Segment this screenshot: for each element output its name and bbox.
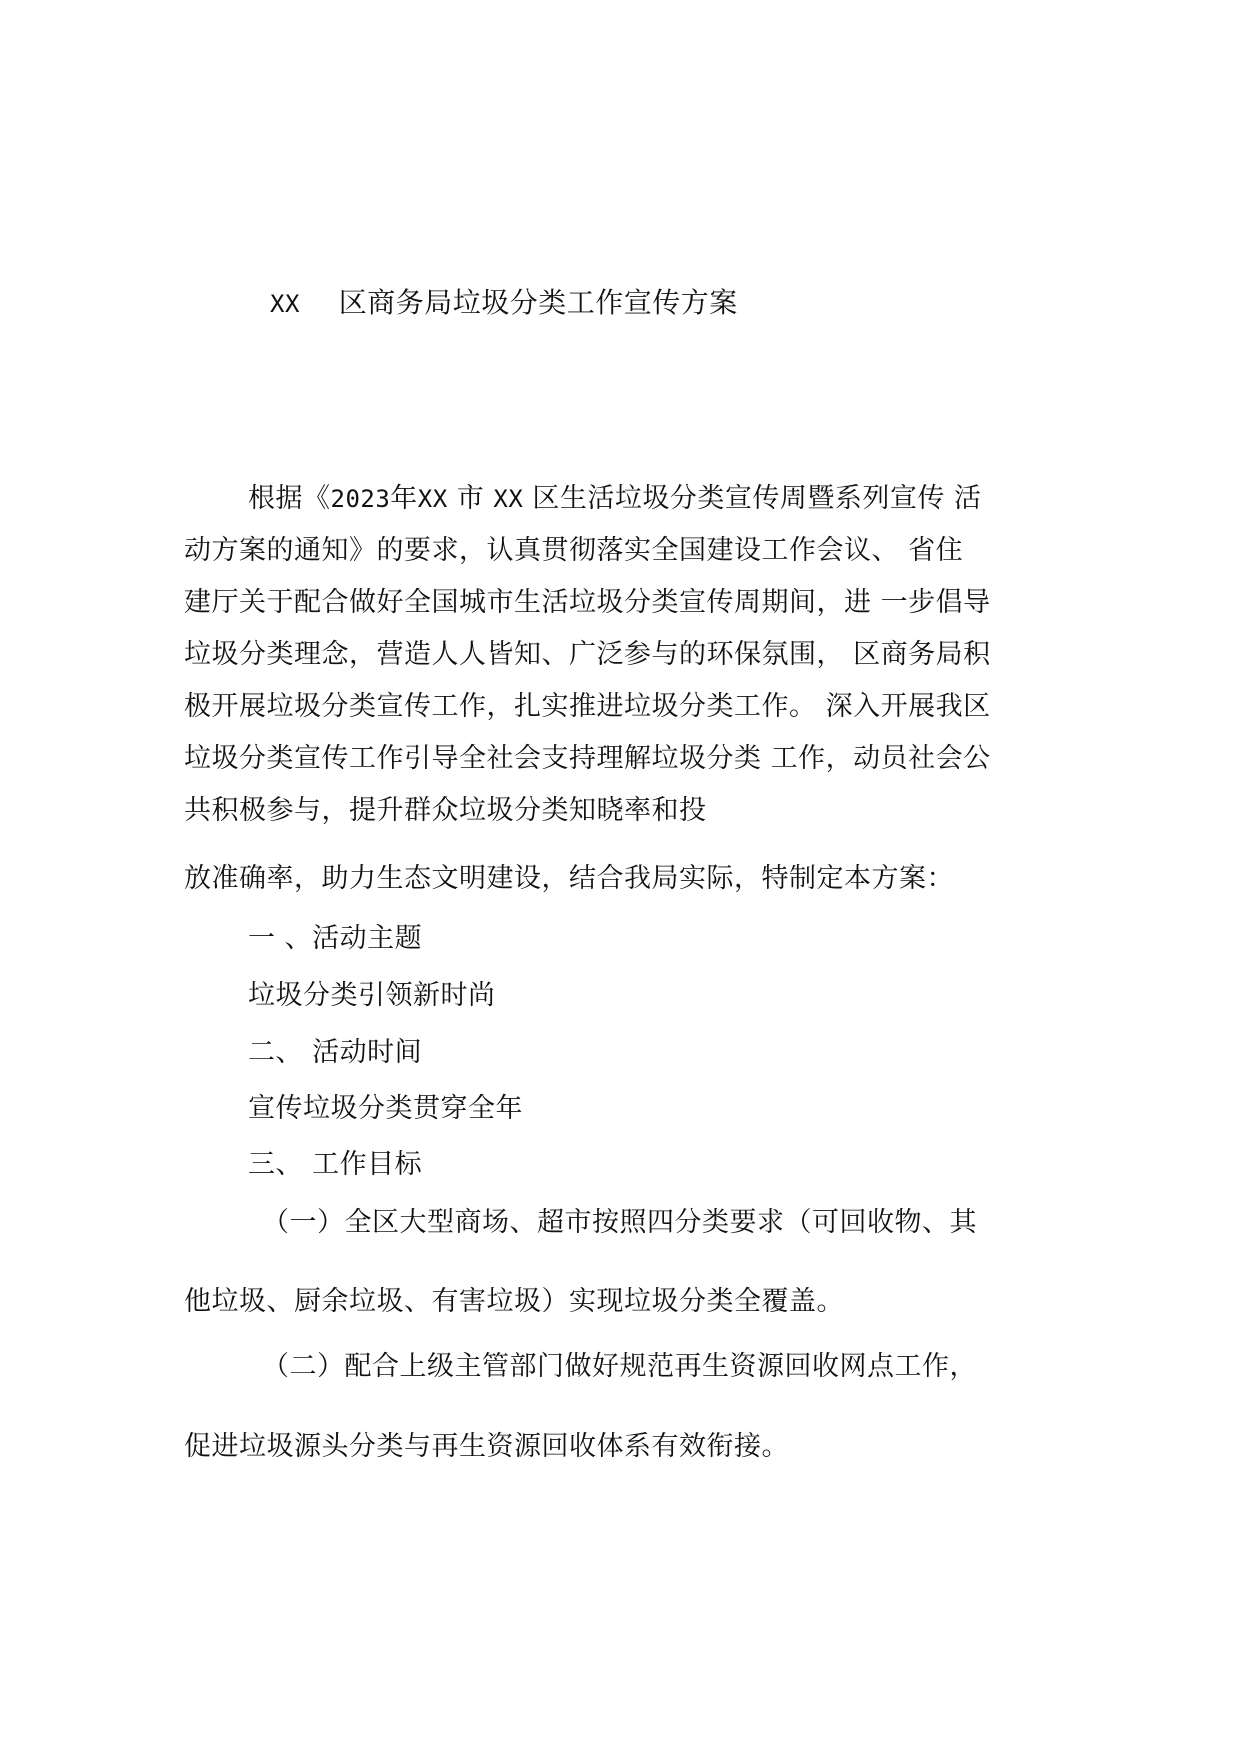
intro-line-5: 极开展垃圾分类宣传工作，扎实推进垃圾分类工作。 深入开展我区: [184, 691, 991, 722]
intro-line-6: 垃圾分类宣传工作引导全社会支持理解垃圾分类 工作，动员社会公: [184, 743, 991, 774]
goal-item-2-line-2: 促进垃圾源头分类与再生资源回收体系有效衔接。: [184, 1431, 789, 1462]
intro-line-2: 动方案的通知》的要求，认真贯彻落实全国建设工作会议、 省住: [184, 535, 964, 566]
intro-line-4: 垃圾分类理念，营造人人皆知、广泛参与的环保氛围， 区商务局积: [184, 639, 991, 670]
section-1-body: 垃圾分类引领新时尚: [248, 980, 496, 1011]
intro-text: 区生活垃圾分类宣传周暨系列宣传 活: [532, 483, 982, 514]
section-3-heading: 三、 工作目标: [248, 1149, 423, 1180]
title-text: 区商务局垃圾分类工作宣传方案: [338, 286, 738, 319]
goal-item-1-line-1: （一）全区大型商场、超市按照四分类要求（可回收物、其: [262, 1207, 977, 1238]
intro-year: 2023: [330, 485, 391, 513]
intro-city: XX: [417, 485, 448, 513]
intro-text: 市: [456, 483, 485, 514]
goal-item-1-line-2: 他垃圾、厨余垃圾、有害垃圾）实现垃圾分类全覆盖。: [184, 1286, 844, 1317]
section-1-heading: 一 、活动主题: [248, 923, 423, 954]
section-2-heading: 二、 活动时间: [248, 1037, 423, 1068]
intro-text: 年: [390, 483, 418, 514]
title-prefix: XX: [270, 290, 300, 318]
section-2-body: 宣传垃圾分类贯穿全年: [248, 1093, 523, 1124]
intro-line-3: 建厅关于配合做好全国城市生活垃圾分类宣传周期间，进 一步倡导: [184, 587, 991, 618]
intro-text: 根据《: [248, 483, 331, 514]
intro-district: XX: [493, 485, 524, 513]
intro-line-8: 放准确率，助力生态文明建设，结合我局实际，特制定本方案：: [184, 863, 954, 894]
document-title: [270, 286, 738, 321]
intro-line-7: 共积极参与，提升群众垃圾分类知晓率和投: [184, 795, 707, 826]
intro-line-1: [248, 482, 981, 516]
goal-item-2-line-1: （二）配合上级主管部门做好规范再生资源回收网点工作，: [262, 1351, 977, 1382]
